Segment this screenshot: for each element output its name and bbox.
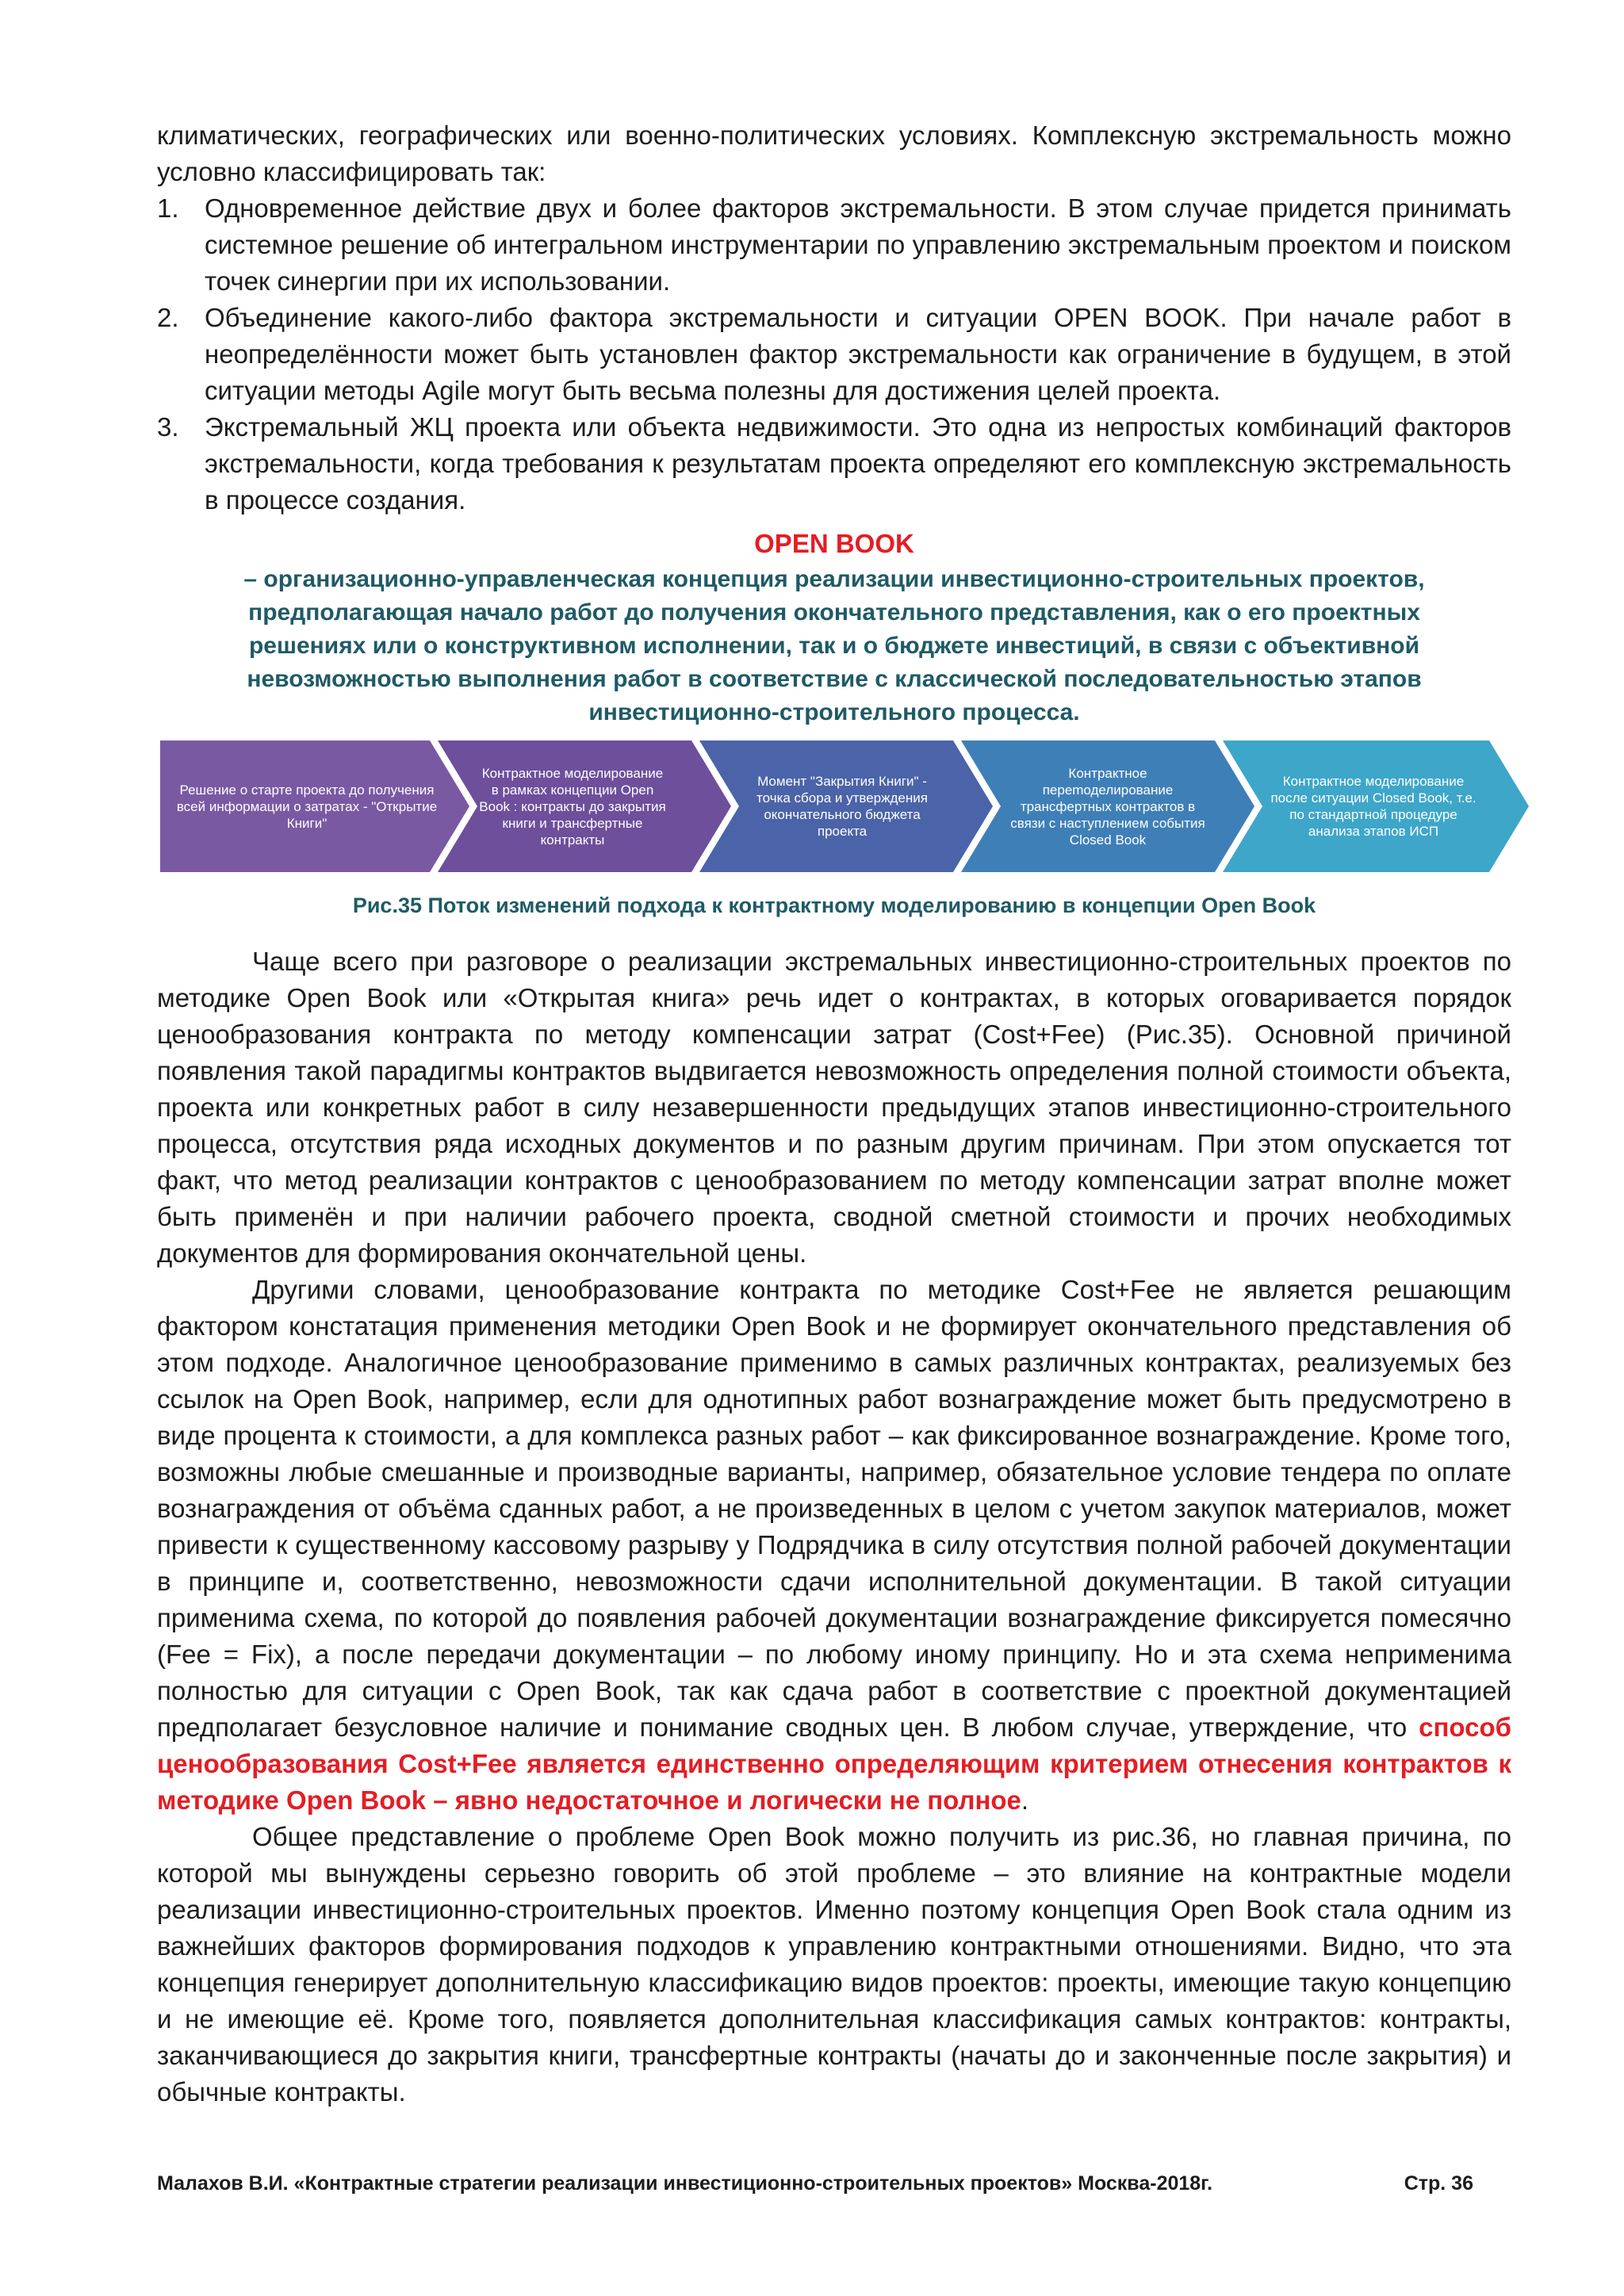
intro-paragraph: климатических, географических или военно-политических условиях. Комплексную экстремальность можно условно классифицировать так: (157, 121, 1511, 186)
document-page (157, 117, 1511, 2110)
flow-step-label: Момент "Закрытия Книги" - точка сбора и утверждения окончательного бюджета проекта (756, 774, 928, 839)
body-text: Другими словами, ценообразование контракта по методике Cost+Fee не является решающим фактором констатация применения методики Open Book и не формирует окончательного представления об этом подходе. Аналогичное ценообразование применимо в самых различных контрактах, реализуемых без ссылок на Open Book, например, если для однотипных работ вознаграждение может быть предусмотрено в виде процента к стоимости, а для комплекса разных работ – как фиксированное вознаграждение. Кроме того, возможны любые смешанные и производные варианты, например, обязательное условие тендера по оплате вознаграждения от объёма сданных работ, а не произведенных в целом с учетом закупок материалов, может привести к существенному кассовому разрыву у Подрядчика в силу отсутствия полной рабочей документации в принципе и, соответственно, невозможности сдачи исполнительной документации. В такой ситуации применима схема, по которой до появления рабочей документации вознаграждение фиксируется помесячно (Fee = Fix), а после передачи документации – по любому иному принципу. Но и эта схема неприменима полностью для ситуации с Open Book, так как сдача работ в соответствие с проектной документацией предполагает безусловное наличие и понимание сводных цен. В любом случае, утверждение, что (157, 1275, 1511, 1742)
list-number: 3. (157, 412, 179, 442)
list-text: Экстремальный ЖЦ проекта или объекта недвижимости. Это одна из непростых комбинаций факторов экстремальности, когда требования к результатам проекта определяют его комплексную экстремальность в процессе создания. (205, 412, 1511, 515)
page-number: Стр. 36 (1404, 2172, 1473, 2195)
open-book-definition: – организационно-управленческая концепция реализации инвестиционно-строительных проектов, предполагающая начало работ до получения окончательного представления, как о его проектных решениях или о конструктивном исполнении, так и о бюджете инвестиций, в связи с объективной невозможностью выполнения работ в соответствие с классической последовательностью этапов инвестиционно-строительного процесса. (243, 566, 1425, 725)
footer-citation: Малахов В.И. «Контрактные стратегии реализации инвестиционно-строительных проектов» Москва-2018г. (157, 2172, 1213, 2195)
open-book-title: OPEN BOOK (754, 529, 914, 558)
list-item (157, 300, 1511, 409)
list-number: 2. (157, 303, 179, 332)
list-text: Одновременное действие двух и более факторов экстремальности. В этом случае придется принимать системное решение об интегральном инструментарии по управлению экстремальным проектом и поиском точек синергии при их использовании. (205, 193, 1511, 296)
body-paragraph: Чаще всего при разговоре о реализации экстремальных инвестиционно-строительных проектов по методике Open Book или «Открытая книга» речь идет о контрактах, в которых оговаривается порядок ценообразования контракта по методу компенсации затрат (Cost+Fee) (Рис.35). Основной причиной появления такой парадигмы контрактов выдвигается невозможность определения полной стоимости объекта, проекта или конкретных работ в силу незавершенности предыдущих этапов инвестиционно-строительного процесса, отсутствия ряда исходных документов и по разным другим причинам. При этом опускается тот факт, что метод реализации контрактов с ценообразованием по методу компенсации затрат вполне может быть применён и при наличии рабочего проекта, сводной сметной стоимости и прочих необходимых документов для формирования окончательной цены. (157, 947, 1511, 1268)
body-paragraph: Общее представление о проблеме Open Book можно получить из рис.36, но главная причина, по которой мы вынуждены серьезно говорить об этой проблеме – это влияние на контрактные модели реализации инвестиционно-строительных проектов. Именно поэтому концепция Open Book стала одним из важнейших факторов формирования подходов к управлению контрактными отношениями. Видно, что эта концепция генерирует дополнительную классификацию видов проектов: проекты, имеющие такую концепцию и не имеющие её. Кроме того, появляется дополнительная классификация самых контрактов: контракты, заканчивающиеся до закрытия книги, трансфертные контракты (начаты до и законченные после закрытия) и обычные контракты. (157, 1822, 1511, 2107)
classification-list (157, 190, 1511, 519)
body-text: . (1021, 1785, 1029, 1815)
figure-caption: Рис.35 Поток изменений подхода к контрактному моделированию в концепции Open Book (352, 894, 1316, 917)
flow-step-label: Контрактное моделирование в рамках концепции Open Book : контракты до закрытия книги и трансфертные контракты (479, 765, 666, 848)
list-text: Объединение какого-либо фактора экстремальности и ситуации OPEN BOOK. При начале работ в неопределённости может быть установлен фактор экстремальности как ограничение в будущем, в этой ситуации методы Agile могут быть весьма полезны для достижения целей проекта. (205, 303, 1511, 405)
open-book-flow-diagram (160, 740, 1529, 872)
page-footer (157, 2172, 1473, 2195)
list-item (157, 190, 1511, 300)
body-paragraph (157, 1272, 1511, 1819)
list-number: 1. (157, 193, 179, 223)
flow-step-label: Контрактное переmоделирование трансфертных контрактов в связи с наступлением события Closed Book (1010, 765, 1205, 848)
highlighted-text: способ ценообразования Cost+Fee является единственно определяющим критерием отнесения контрактов к методике Open Book – явно недостаточное и логически не полное (157, 1712, 1511, 1815)
flow-step-label: Решение о старте проекта до получения всей информации о затратах - "Открытие Книги" (176, 782, 438, 831)
list-item (157, 409, 1511, 519)
flow-step-label: Контрактное моделирование после ситуации Closed Book, т.е. по стандартной процедуре анализа этапов ИСП (1270, 774, 1477, 839)
